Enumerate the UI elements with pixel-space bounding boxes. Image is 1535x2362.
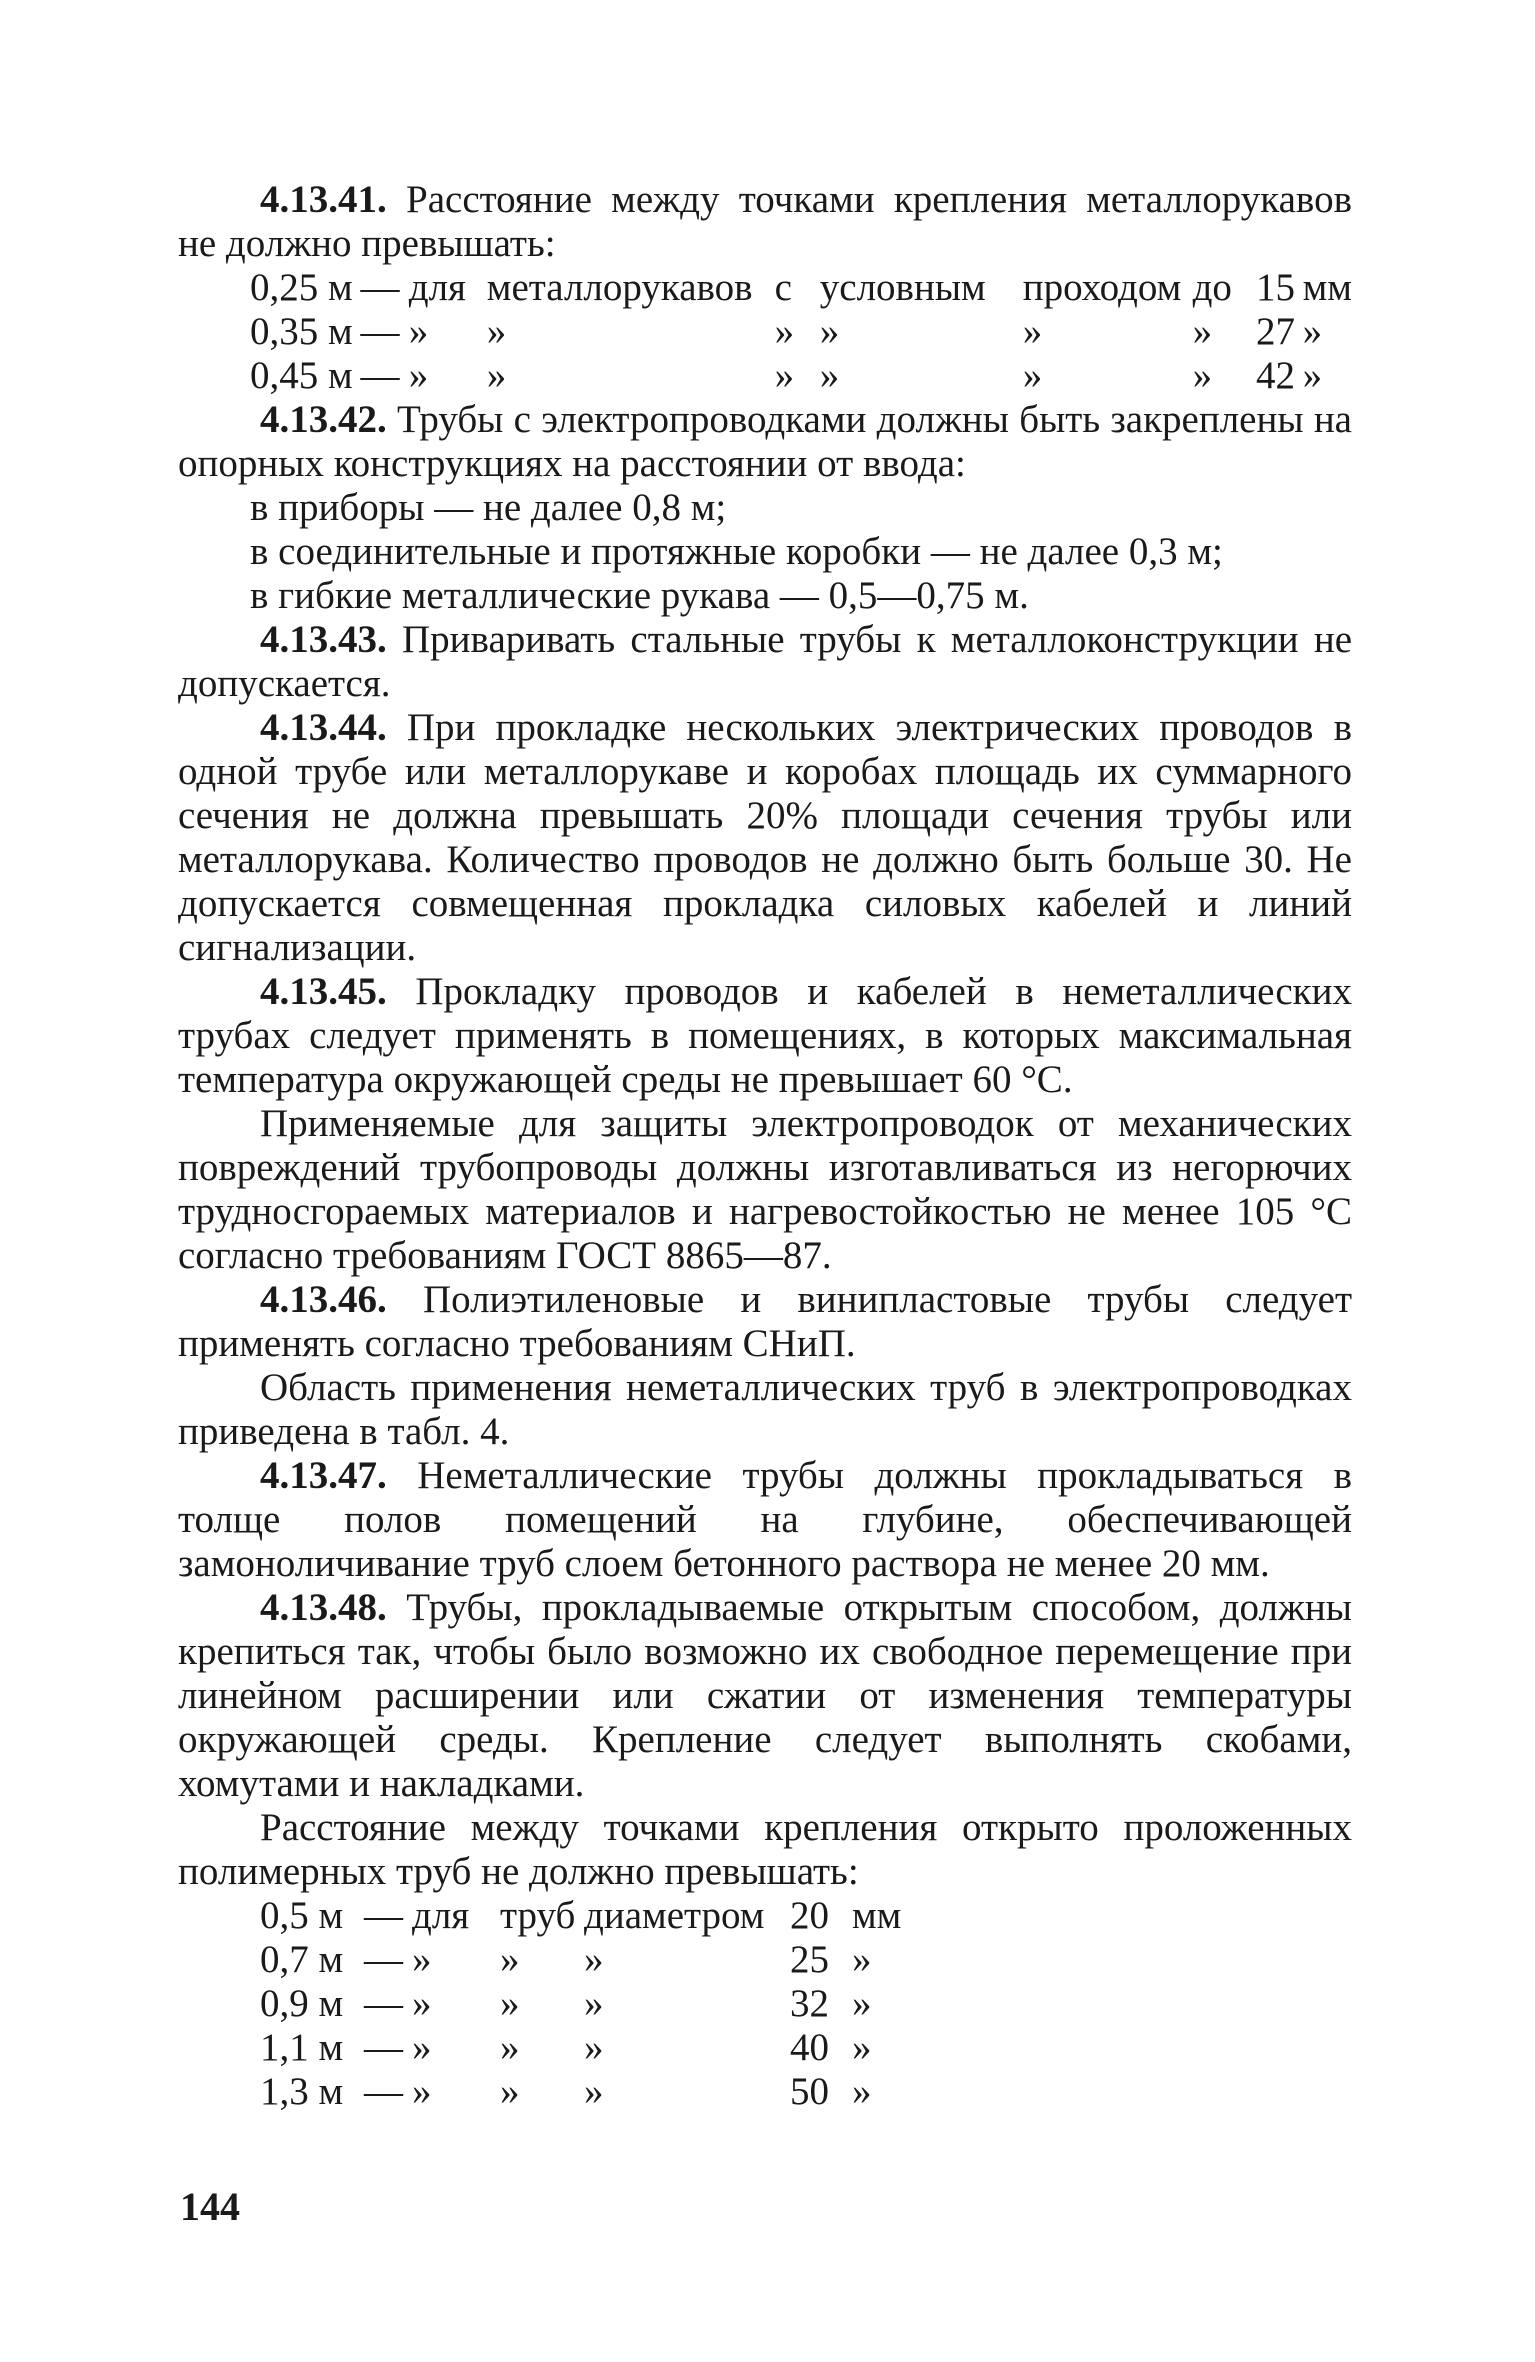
table-row	[260, 1938, 902, 1982]
table-cell: 0,25 м	[250, 266, 353, 309]
clause-4-13-45	[178, 970, 1352, 1102]
table-cell: »	[1302, 354, 1323, 397]
table-cell: »	[819, 354, 840, 397]
table-cell: »	[819, 310, 840, 353]
clause-number: 4.13.44.	[260, 706, 387, 749]
table-cell: до	[1192, 266, 1232, 309]
clause-number: 4.13.46.	[260, 1278, 387, 1321]
table-cell: 0,5 м	[260, 1894, 344, 1937]
table-cell: »	[1302, 310, 1323, 353]
table-cell: »	[486, 354, 507, 397]
clause-4-13-42	[178, 398, 1352, 486]
table-cell: —	[360, 266, 400, 309]
table-cell: 0,9 м	[260, 1982, 344, 2025]
table-cell: 25	[790, 1938, 829, 1981]
table-cell: 0,45 м	[250, 354, 353, 397]
list-item: в приборы — не далее 0,8 м;	[250, 486, 727, 529]
table-row	[260, 1982, 902, 2026]
clause-text: При прокладке нескольких электрических проводов в одной трубе или металлорукаве и коробах площадь их суммарного сечения не должна превышать 20% площади сечения трубы или металлорукава. Количество проводов не должно быть больше 30. Не допускается совмещенная прокладка силовых кабелей и линий сигнализации.	[178, 706, 1353, 969]
metal-hose-spacing-table	[250, 266, 1352, 398]
table-cell: 15	[1256, 266, 1296, 309]
table-cell: проходом	[1022, 266, 1182, 309]
table-cell: »	[412, 1982, 432, 2025]
table-cell: 32	[790, 1982, 829, 2025]
table-cell: »	[852, 1982, 872, 2025]
table-cell: 42	[1256, 354, 1296, 397]
table-cell: 1,3 м	[260, 2070, 344, 2113]
table-cell: —	[364, 2070, 403, 2113]
table-cell: —	[364, 1982, 403, 2025]
distance-list	[250, 486, 1352, 618]
clause-number: 4.13.43.	[260, 618, 387, 661]
table-cell: »	[486, 310, 507, 353]
table-cell: »	[852, 2026, 872, 2069]
table-cell: »	[774, 354, 795, 397]
table-cell: »	[584, 1938, 604, 1981]
table-cell: »	[408, 310, 429, 353]
table-cell: металлорукавов	[486, 266, 753, 309]
table-cell: 40	[790, 2026, 829, 2069]
clause-text: Трубы, прокладываемые открытым способом, должны крепиться так, чтобы было возможно их свободное перемещение при линейном расширении или сжатии от изменения температуры окружающей среды. Крепление следует выполнять скобами, хомутами и накладками.	[178, 1586, 1352, 1805]
table-cell: для	[408, 266, 466, 309]
clause-number: 4.13.48.	[260, 1586, 387, 1629]
table-cell: —	[360, 310, 400, 353]
table-cell: 50	[790, 2070, 829, 2113]
table-cell: »	[774, 310, 795, 353]
table-cell: 20	[790, 1894, 829, 1937]
clause-4-13-48	[178, 1586, 1352, 1806]
table-cell: 1,1 м	[260, 2026, 344, 2069]
table-cell: 0,7 м	[260, 1938, 344, 1981]
table-cell: диаметром	[584, 1894, 765, 1937]
clause-number: 4.13.47.	[260, 1454, 387, 1497]
table-cell: 0,35 м	[250, 310, 353, 353]
table-row	[260, 1894, 902, 1938]
table-cell: условным	[819, 266, 986, 309]
table-cell: »	[1192, 310, 1213, 353]
page-number: 144	[180, 2184, 240, 2229]
table-cell: мм	[1302, 266, 1352, 309]
clause-4-13-44	[178, 706, 1352, 970]
text-column	[178, 178, 1352, 2114]
table-row	[260, 2026, 902, 2070]
list-item: в гибкие металлические рукава — 0,5—0,75 м.	[250, 574, 1029, 617]
clause-number: 4.13.41.	[260, 178, 387, 221]
clause-4-13-41	[178, 178, 1352, 266]
clause-4-13-47	[178, 1454, 1352, 1586]
table-cell: »	[1192, 354, 1213, 397]
table-cell: »	[412, 1938, 432, 1981]
table-cell: »	[852, 2070, 872, 2113]
table-cell: 27	[1256, 310, 1296, 353]
table-cell: »	[584, 2070, 604, 2113]
table-row	[260, 2070, 902, 2114]
table-cell: —	[364, 1894, 403, 1937]
table-cell: »	[852, 1938, 872, 1981]
paragraph: Применяемые для защиты электропроводок от механических повреждений трубопроводы должны изготавливаться из негорючих трудносгораемых материалов и нагревостойкостью не менее 105 °С согласно требованиям ГОСТ 8865—87.	[178, 1102, 1352, 1277]
clause-text: Неметаллические трубы должны прокладываться в толще полов помещений на глубине, обеспечивающей замоноличивание труб слоем бетонного раствора не менее 20 мм.	[178, 1454, 1353, 1585]
clause-text: Трубы с электропроводками должны быть закреплены на опорных конструкциях на расстоянии от ввода:	[178, 398, 1352, 485]
paragraph: Расстояние между точками крепления открыто проложенных полимерных труб не должно превышать:	[178, 1806, 1352, 1893]
clause-4-13-46	[178, 1278, 1352, 1366]
table-cell: »	[1022, 310, 1043, 353]
table-cell: »	[584, 2026, 604, 2069]
table-cell: мм	[852, 1894, 902, 1937]
table-cell: —	[360, 354, 400, 397]
table-cell: с	[774, 266, 792, 309]
clause-4-13-43	[178, 618, 1352, 706]
clause-number: 4.13.42.	[260, 398, 387, 441]
table-cell: для	[412, 1894, 470, 1937]
table-row	[250, 354, 1352, 398]
table-cell: »	[1022, 354, 1043, 397]
table-cell: —	[364, 1938, 403, 1981]
pipe-spacing-table	[260, 1894, 902, 2114]
table-cell: »	[408, 354, 429, 397]
table-cell: »	[412, 2070, 432, 2113]
table-cell: »	[500, 1982, 520, 2025]
clause-text: Приваривать стальные трубы к металлоконструкции не допускается.	[178, 618, 1353, 705]
clause-text: Прокладку проводов и кабелей в неметаллических трубах следует применять в помещениях, в которых максимальная температура окружающей среды не превышает 60 °С.	[178, 970, 1352, 1101]
table-cell: труб	[500, 1894, 576, 1937]
table-cell: —	[364, 2026, 403, 2069]
clause-number: 4.13.45.	[260, 970, 387, 1013]
table-cell: »	[500, 2026, 520, 2069]
table-cell: »	[584, 1982, 604, 2025]
table-row	[250, 310, 1352, 354]
table-row	[250, 266, 1352, 310]
table-cell: »	[412, 2026, 432, 2069]
list-item: в соединительные и протяжные коробки — не далее 0,3 м;	[250, 530, 1223, 573]
table-cell: »	[500, 1938, 520, 1981]
clause-text: Расстояние между точками крепления металлорукавов не должно превышать:	[178, 178, 1352, 265]
table-cell: »	[500, 2070, 520, 2113]
clause-text: Полиэтиленовые и винипластовые трубы следует применять согласно требованиям СНиП.	[178, 1278, 1352, 1365]
paragraph: Область применения неметаллических труб в электропроводках приведена в табл. 4.	[178, 1366, 1352, 1453]
